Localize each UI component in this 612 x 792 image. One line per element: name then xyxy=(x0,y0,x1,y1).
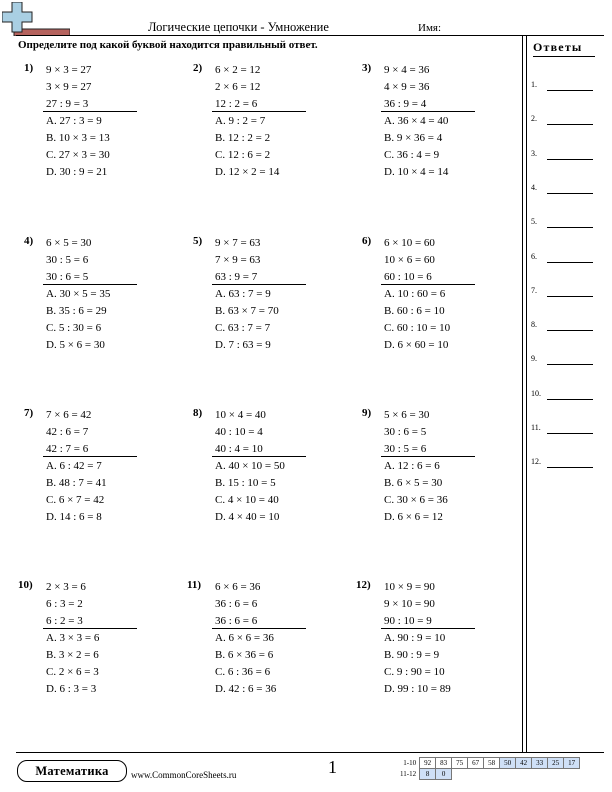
fact-chain-line: 6 : 3 = 2 xyxy=(46,598,83,610)
answer-row xyxy=(531,457,601,471)
header-divider xyxy=(16,35,604,36)
answer-option[interactable]: D. 7 : 63 = 9 xyxy=(215,339,271,351)
problem-7 xyxy=(18,407,168,527)
fact-chain-line: 36 : 6 = 6 xyxy=(215,598,258,610)
fact-chain-line: 9 × 3 = 27 xyxy=(46,64,92,76)
fact-chain-line: 30 : 6 = 5 xyxy=(46,271,89,283)
problem-10 xyxy=(18,579,168,699)
score-cell: 33 xyxy=(532,758,548,769)
answer-option[interactable]: A. 63 : 7 = 9 xyxy=(215,288,271,300)
answer-option[interactable]: C. 63 : 7 = 7 xyxy=(215,322,271,334)
fact-chain-line: 9 × 10 = 90 xyxy=(384,598,435,610)
answer-option[interactable]: B. 6 × 5 = 30 xyxy=(384,477,443,489)
answer-option[interactable]: C. 36 : 4 = 9 xyxy=(384,149,440,161)
answer-option[interactable]: D. 6 × 60 = 10 xyxy=(384,339,449,351)
answer-label: 5. xyxy=(531,217,537,227)
answer-label: 2. xyxy=(531,114,537,124)
fact-chain-line: 10 × 9 = 90 xyxy=(384,581,435,593)
logo xyxy=(2,2,70,36)
answer-blank[interactable] xyxy=(547,159,593,160)
answer-row xyxy=(531,389,601,403)
chain-separator xyxy=(381,284,475,285)
score-cell-empty xyxy=(516,769,532,780)
answer-option[interactable]: D. 14 : 6 = 8 xyxy=(46,511,102,523)
fact-chain-line: 90 : 10 = 9 xyxy=(384,615,432,627)
problem-number: 11) xyxy=(187,579,202,591)
answer-option[interactable]: B. 6 × 36 = 6 xyxy=(215,649,274,661)
problem-number: 5) xyxy=(193,235,203,247)
answer-option[interactable]: A. 6 : 42 = 7 xyxy=(46,460,102,472)
answer-label: 7. xyxy=(531,285,537,295)
score-cell: 25 xyxy=(548,758,564,769)
answer-blank[interactable] xyxy=(547,399,593,400)
answer-blank[interactable] xyxy=(547,193,593,194)
fact-chain-line: 42 : 7 = 6 xyxy=(46,443,89,455)
fact-chain-line: 36 : 6 = 6 xyxy=(215,615,258,627)
answer-option[interactable]: C. 30 × 6 = 36 xyxy=(384,494,448,506)
answer-option[interactable]: B. 48 : 7 = 41 xyxy=(46,477,107,489)
chain-separator xyxy=(381,456,475,457)
answer-option[interactable]: A. 10 : 60 = 6 xyxy=(384,288,446,300)
answer-blank[interactable] xyxy=(547,124,593,125)
fact-chain-line: 3 × 9 = 27 xyxy=(46,81,92,93)
problem-number: 10) xyxy=(18,579,33,591)
answer-option[interactable]: B. 63 × 7 = 70 xyxy=(215,305,279,317)
problem-number: 6) xyxy=(362,235,372,247)
fact-chain-line: 9 × 7 = 63 xyxy=(215,237,261,249)
answer-option[interactable]: C. 27 × 3 = 30 xyxy=(46,149,110,161)
answer-option[interactable]: B. 90 : 9 = 9 xyxy=(384,649,440,661)
fact-chain-line: 6 : 2 = 3 xyxy=(46,615,83,627)
answer-option[interactable]: B. 10 × 3 = 13 xyxy=(46,132,110,144)
answer-option[interactable]: D. 42 : 6 = 36 xyxy=(215,683,277,695)
fact-chain-line: 30 : 6 = 5 xyxy=(384,426,427,438)
answer-option[interactable]: D. 12 × 2 = 14 xyxy=(215,166,280,178)
fact-chain-line: 63 : 9 = 7 xyxy=(215,271,258,283)
answer-option[interactable]: B. 35 : 6 = 29 xyxy=(46,305,107,317)
fact-chain-line: 5 × 6 = 30 xyxy=(384,409,430,421)
chain-separator xyxy=(43,628,137,629)
answer-option[interactable]: D. 6 × 6 = 12 xyxy=(384,511,443,523)
footer-divider xyxy=(16,752,604,753)
score-cell-empty xyxy=(500,769,516,780)
problem-number: 1) xyxy=(24,62,34,74)
score-cell: 83 xyxy=(436,758,452,769)
chain-separator xyxy=(43,111,137,112)
answer-option[interactable]: D. 99 : 10 = 89 xyxy=(384,683,451,695)
answer-option[interactable]: A. 9 : 2 = 7 xyxy=(215,115,266,127)
score-row-label: 11-12 xyxy=(400,770,417,778)
answer-option[interactable]: A. 30 × 5 = 35 xyxy=(46,288,111,300)
chain-separator xyxy=(43,284,137,285)
answer-row xyxy=(531,217,601,231)
answer-option[interactable]: C. 6 : 36 = 6 xyxy=(215,666,271,678)
problem-number: 3) xyxy=(362,62,372,74)
answer-row xyxy=(531,354,601,368)
chain-separator xyxy=(381,628,475,629)
answer-option[interactable]: B. 3 × 2 = 6 xyxy=(46,649,99,661)
problem-9 xyxy=(356,407,506,527)
score-cell-empty xyxy=(452,769,468,780)
answer-label: 10. xyxy=(531,388,541,398)
answer-blank[interactable] xyxy=(547,330,593,331)
answer-blank[interactable] xyxy=(547,467,593,468)
answer-label: 1. xyxy=(531,80,537,89)
answer-blank[interactable] xyxy=(547,262,593,263)
problem-4 xyxy=(18,235,168,355)
score-cell-empty xyxy=(564,769,580,780)
answer-row xyxy=(531,320,601,334)
score-cell: 67 xyxy=(468,758,484,769)
name-label: Имя: xyxy=(418,22,442,34)
fact-chain-line: 2 × 6 = 12 xyxy=(215,81,261,93)
answer-option[interactable]: B. 9 × 36 = 4 xyxy=(384,132,443,144)
answer-option[interactable]: A. 36 × 4 = 40 xyxy=(384,115,449,127)
score-row xyxy=(398,758,580,769)
fact-chain-line: 30 : 5 = 6 xyxy=(384,443,427,455)
problem-3 xyxy=(356,62,506,182)
answer-option[interactable]: D. 4 × 40 = 10 xyxy=(215,511,280,523)
score-cell: 42 xyxy=(516,758,532,769)
score-cell: 75 xyxy=(452,758,468,769)
fact-chain-line: 2 × 3 = 6 xyxy=(46,581,86,593)
fact-chain-line: 10 × 6 = 60 xyxy=(384,254,435,266)
fact-chain-line: 60 : 10 = 6 xyxy=(384,271,432,283)
score-cell: 8 xyxy=(420,769,436,780)
answer-option[interactable]: B. 60 : 6 = 10 xyxy=(384,305,445,317)
score-cell: 50 xyxy=(500,758,516,769)
answer-row xyxy=(531,114,601,128)
answer-blank[interactable] xyxy=(547,364,593,365)
answer-row xyxy=(531,80,601,94)
answer-blank[interactable] xyxy=(547,90,593,91)
score-row xyxy=(398,769,580,780)
plus-icon xyxy=(2,2,32,32)
answer-row xyxy=(531,149,601,163)
answer-option[interactable]: C. 60 : 10 = 10 xyxy=(384,322,451,334)
answer-option[interactable]: D. 5 × 6 = 30 xyxy=(46,339,105,351)
answer-label: 6. xyxy=(531,251,537,261)
fact-chain-line: 42 : 6 = 7 xyxy=(46,426,89,438)
answer-option[interactable]: A. 6 × 6 = 36 xyxy=(215,632,274,644)
problem-12 xyxy=(356,579,506,699)
answer-option[interactable]: C. 5 : 30 = 6 xyxy=(46,322,102,334)
answer-option[interactable]: C. 4 × 10 = 40 xyxy=(215,494,279,506)
answer-option[interactable]: A. 3 × 3 = 6 xyxy=(46,632,100,644)
fact-chain-line: 6 × 6 = 36 xyxy=(215,581,261,593)
fact-chain-line: 12 : 2 = 6 xyxy=(215,98,258,110)
answers-divider-left xyxy=(522,36,523,752)
chain-separator xyxy=(212,111,306,112)
answer-option[interactable]: A. 27 : 3 = 9 xyxy=(46,115,102,127)
score-row-label: 1-10 xyxy=(403,759,417,767)
problem-2 xyxy=(187,62,337,182)
fact-chain-line: 40 : 10 = 4 xyxy=(215,426,263,438)
answers-title: Ответы xyxy=(533,40,583,54)
problem-number: 9) xyxy=(362,407,372,419)
problem-6 xyxy=(356,235,506,355)
problem-number: 7) xyxy=(24,407,34,419)
fact-chain-line: 7 × 9 = 63 xyxy=(215,254,261,266)
answers-title-underline xyxy=(533,56,595,57)
problem-number: 4) xyxy=(24,235,34,247)
answer-option[interactable]: B. 15 : 10 = 5 xyxy=(215,477,276,489)
answer-label: 4. xyxy=(531,182,537,192)
answer-label: 8. xyxy=(531,320,537,330)
score-cell: 58 xyxy=(484,758,500,769)
score-cell-empty xyxy=(484,769,500,780)
answer-blank[interactable] xyxy=(547,227,593,228)
fact-chain-line: 10 × 4 = 40 xyxy=(215,409,266,421)
answer-option[interactable]: A. 12 : 6 = 6 xyxy=(384,460,440,472)
answer-label: 9. xyxy=(531,354,537,364)
chain-separator xyxy=(381,111,475,112)
answer-option[interactable]: C. 2 × 6 = 3 xyxy=(46,666,99,678)
answer-option[interactable]: A. 90 : 9 = 10 xyxy=(384,632,446,644)
answer-option[interactable]: D. 10 × 4 = 14 xyxy=(384,166,449,178)
answer-row xyxy=(531,286,601,300)
problem-8 xyxy=(187,407,337,527)
fact-chain-line: 4 × 9 = 36 xyxy=(384,81,430,93)
answer-blank[interactable] xyxy=(547,296,593,297)
score-cell: 17 xyxy=(564,758,580,769)
answer-label: 12. xyxy=(531,457,541,467)
score-cell-empty xyxy=(468,769,484,780)
score-cell-empty xyxy=(548,769,564,780)
fact-chain-line: 7 × 6 = 42 xyxy=(46,409,92,421)
answer-option[interactable]: C. 9 : 90 = 10 xyxy=(384,666,445,678)
fact-chain-line: 6 × 2 = 12 xyxy=(215,64,261,76)
fact-chain-line: 27 : 9 = 3 xyxy=(46,98,89,110)
fact-chain-line: 36 : 9 = 4 xyxy=(384,98,427,110)
fact-chain-line: 6 × 10 = 60 xyxy=(384,237,435,249)
answers-divider-right xyxy=(526,36,527,752)
problem-1 xyxy=(18,62,168,182)
answer-label: 3. xyxy=(531,148,537,158)
problem-number: 8) xyxy=(193,407,203,419)
chain-separator xyxy=(212,628,306,629)
brand-badge: Математика xyxy=(17,760,127,782)
website-link[interactable]: www.CommonCoreSheets.ru xyxy=(131,770,237,780)
answer-option[interactable]: C. 12 : 6 = 2 xyxy=(215,149,271,161)
answer-option[interactable]: D. 30 : 9 = 21 xyxy=(46,166,108,178)
score-table xyxy=(398,757,580,780)
score-cell: 0 xyxy=(436,769,452,780)
answer-option[interactable]: D. 6 : 3 = 3 xyxy=(46,683,97,695)
answer-row xyxy=(531,183,601,197)
chain-separator xyxy=(43,456,137,457)
page-number: 1 xyxy=(328,757,337,777)
score-cell: 92 xyxy=(420,758,436,769)
fact-chain-line: 30 : 5 = 6 xyxy=(46,254,89,266)
answer-row xyxy=(531,423,601,437)
answer-label: 11. xyxy=(531,423,541,432)
fact-chain-line: 9 × 4 = 36 xyxy=(384,64,430,76)
chain-separator xyxy=(212,456,306,457)
chain-separator xyxy=(212,284,306,285)
problem-number: 12) xyxy=(356,579,371,591)
problem-number: 2) xyxy=(193,62,203,74)
answer-blank[interactable] xyxy=(547,433,593,434)
answer-option[interactable]: A. 40 × 10 = 50 xyxy=(215,460,285,472)
problem-11 xyxy=(187,579,337,699)
answer-option[interactable]: C. 6 × 7 = 42 xyxy=(46,494,105,506)
score-cell-empty xyxy=(532,769,548,780)
instructions: Определите под какой буквой находится правильный ответ. xyxy=(18,39,318,51)
worksheet-title: Логические цепочки - Умножение xyxy=(148,20,329,34)
problem-5 xyxy=(187,235,337,355)
fact-chain-line: 40 : 4 = 10 xyxy=(215,443,263,455)
answer-row xyxy=(531,252,601,266)
answer-option[interactable]: B. 12 : 2 = 2 xyxy=(215,132,271,144)
fact-chain-line: 6 × 5 = 30 xyxy=(46,237,92,249)
